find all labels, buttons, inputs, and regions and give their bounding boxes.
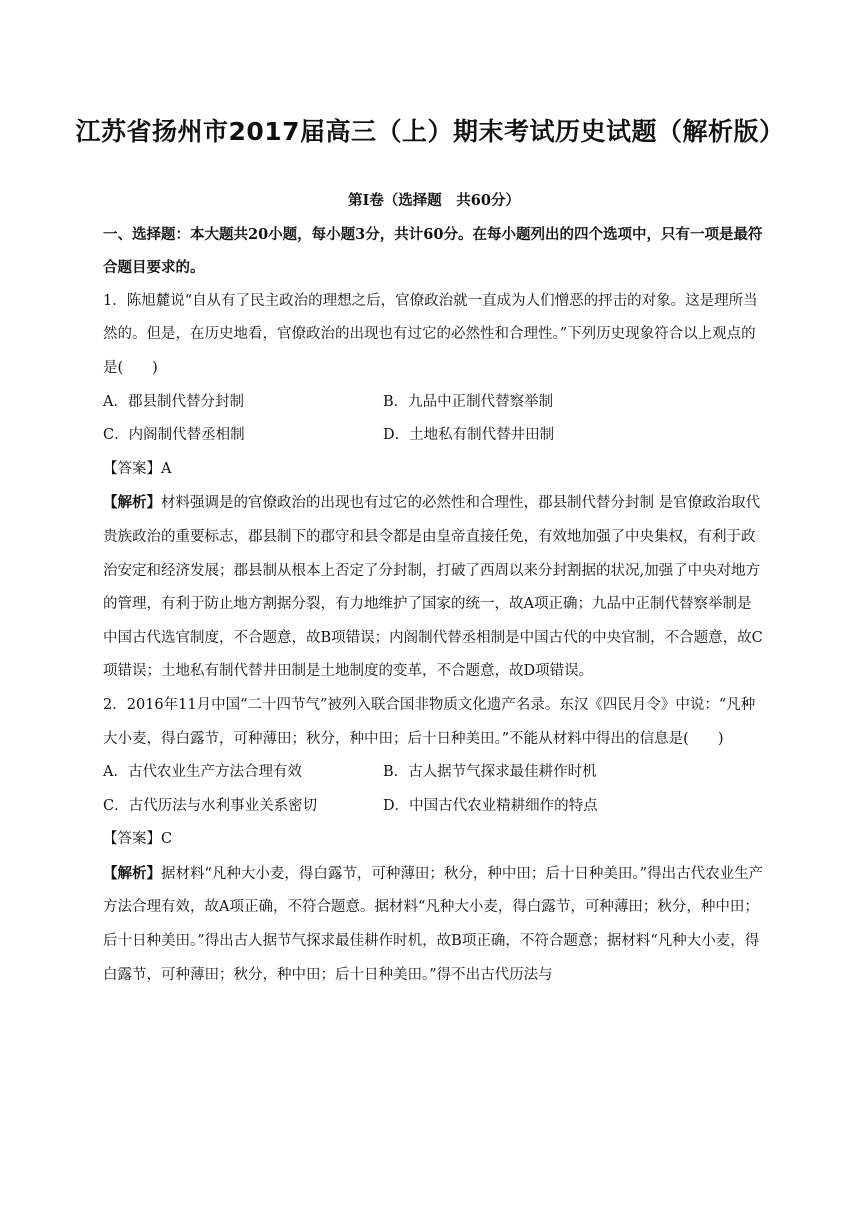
question-stem: 1．陈旭麓说“自从有了民主政治的理想之后，官僚政治就一直成为人们憎恶的抨击的对象。这是理所当然的。但是，在历史地看，官僚政治的出现也有过它的必然性和合理性。”下列历史现象符合以上观点的是( ) — [103, 292, 758, 376]
analysis-paragraph — [103, 857, 765, 992]
answer-value: A — [161, 460, 172, 477]
analysis-text: 材料强调是的官僚政治的出现也有过它的必然性和合理性，郡县制代替分封制 是官僚政治取代贵族政治的重要标志，郡县制下的郡守和县令都是由皇帝直接任免，有效地加强了中央集权，有利于政治安定和经济发展；郡县制从根本上否定了分封制，打破了西周以来分封割据的状况,加强了中央对地方的管理，有利于防止地方割据分裂，有力地维护了国家的统一，故A项正确；九品中正制代替察举制是中国古代选官制度，不合题意，故B项错误；内阁制代替丞相制是中国古代的中央官制，不合题意，故C项错误；土地私有制代替井田制是土地制度的变革，不合题意，故D项错误。 — [103, 495, 763, 680]
answer-line — [103, 453, 765, 487]
option-d: D．中国古代农业精耕细作的特点 — [383, 797, 598, 814]
analysis-label: 【解析】 — [103, 494, 161, 512]
analysis-text: 据材料“凡种大小麦，得白露节，可种薄田；秋分，种中田；后十日种美田。”得出古代农业生产方法合理有效，故A项正确，不符合题意。据材料“凡种大小麦，得白露节，可种薄田；秋分，种中田；后十日种美田。”得出古人据节气探求最佳耕作时机，故B项正确，不符合题意；据材料“凡种大小麦，得白露节，可种薄田；秋分，种中田；后十日种美田。”得不出古代历法与 — [103, 865, 764, 983]
analysis-label: 【解析】 — [103, 864, 161, 882]
answer-value: C — [161, 831, 173, 848]
option-c: C．古代历法与水利事业关系密切 — [103, 797, 318, 814]
option-a: A．古代农业生产方法合理有效 — [103, 764, 302, 781]
options-row — [103, 386, 765, 420]
option-a: A．郡县制代替分封制 — [103, 393, 244, 410]
document-body — [103, 184, 765, 992]
option-c: C．内阁制代替丞相制 — [103, 427, 245, 444]
document-title: 江苏省扬州市2017届高三（上）期末考试历史试题（解析版） — [75, 117, 785, 146]
section-header: 第Ⅰ卷（选择题 共60分） — [348, 192, 520, 209]
analysis-paragraph — [103, 486, 765, 689]
answer-label: 【答案】 — [103, 460, 161, 477]
options-row — [103, 790, 765, 824]
answer-label: 【答案】 — [103, 831, 161, 848]
question-stem: 2．2016年11月中国“二十四节气”被列入联合国非物质文化遗产名录。东汉《四民月令》中说：“凡种大小麦，得白露节，可种薄田；秋分，种中田；后十日种美田。”不能从材料中得出的信息是( ) — [103, 696, 756, 747]
option-d: D．土地私有制代替井田制 — [383, 427, 555, 444]
instructions: 一、选择题：本大题共20小题，每小题3分，共计60分。在每小题列出的四个选项中，只有一项是最符合题目要求的。 — [103, 225, 763, 277]
answer-line — [103, 823, 765, 857]
option-b: B．九品中正制代替察举制 — [383, 393, 554, 410]
option-b: B．古人据节气探求最佳耕作时机 — [383, 764, 597, 781]
options-row — [103, 756, 765, 790]
options-row — [103, 419, 765, 453]
